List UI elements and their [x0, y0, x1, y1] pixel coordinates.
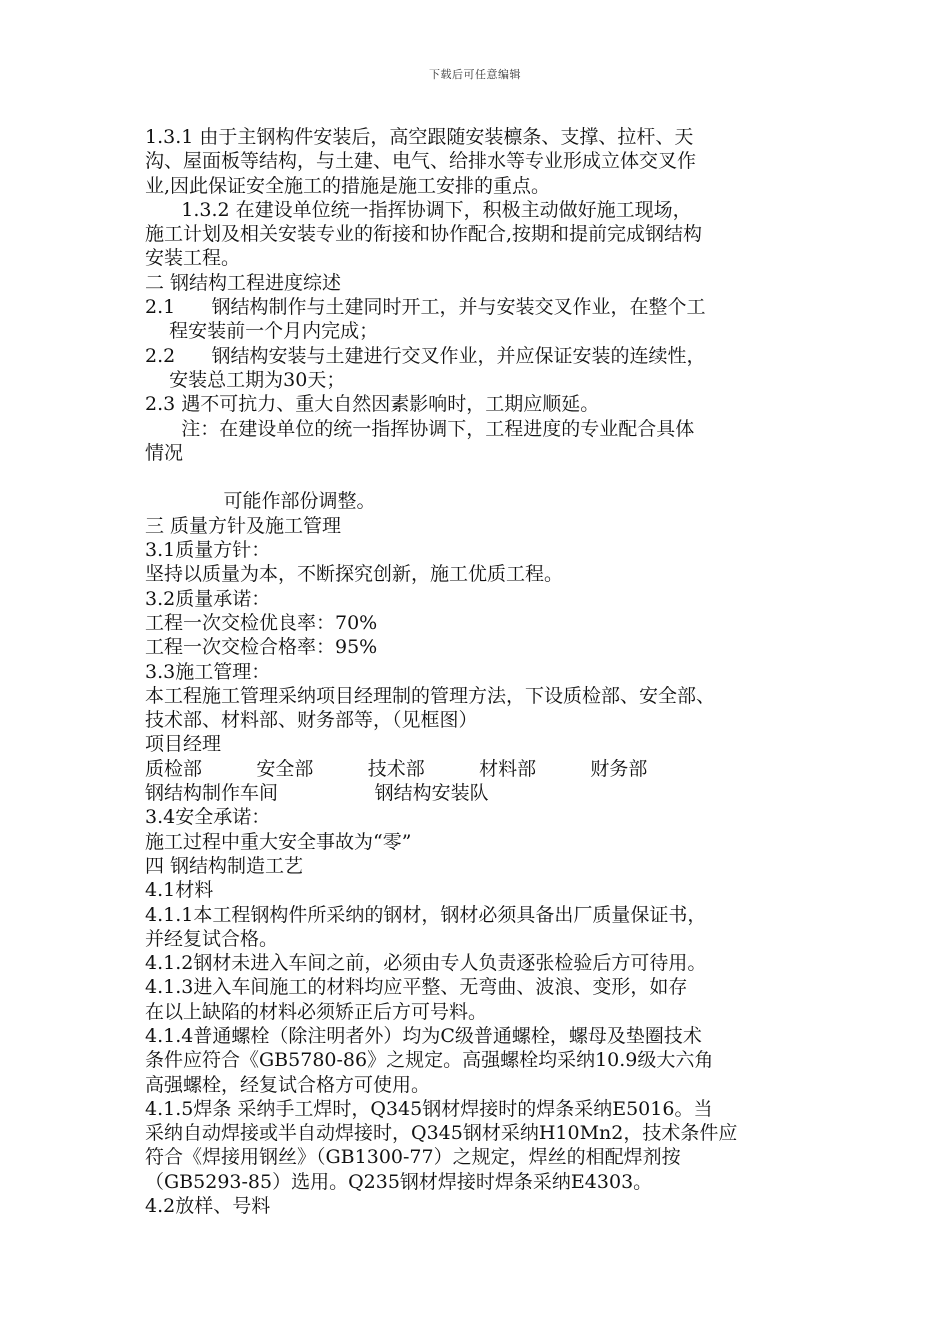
text-line: 4.1材料 [145, 879, 214, 902]
text-line: 条件应符合《GB5780-86》之规定。高强螺栓均采纳10.9级大六角 [145, 1049, 714, 1072]
text-line: 高强螺栓，经复试合格方可使用。 [145, 1073, 431, 1096]
text-line: 沟、屋面板等结构，与土建、电气、给排水等专业形成立体交叉作 [145, 150, 697, 173]
text-line: 1.3.2 在建设单位统一指挥协调下，积极主动做好施工现场， [145, 198, 692, 221]
text-line: 2.3 遇不可抗力、重大自然因素影响时，工期应顺延。 [145, 393, 600, 416]
text-line: 4.1.1本工程钢构件所采纳的钢材，钢材必须具备出厂质量保证书， [145, 903, 707, 926]
text-line: 3.3施工管理： [145, 660, 271, 683]
text-line: 业,因此保证安全施工的措施是施工安排的重点。 [145, 174, 551, 197]
text-line: 施工过程中重大安全事故为“零” [145, 830, 412, 853]
text-line: 工程一次交检合格率：95% [145, 636, 378, 659]
text-line: 安装总工期为30天； [145, 368, 346, 391]
text-line: 项目经理 [145, 733, 222, 756]
text-line: 4.1.2钢材未进入车间之前，必须由专人负责逐张检验后方可待用。 [145, 952, 707, 975]
text-line: 程安装前一个月内完成； [145, 320, 379, 343]
text-line: 3.1质量方针： [145, 539, 271, 562]
text-line: 采纳自动焊接或半自动焊接时，Q345钢材采纳H10Mn2，技术条件应 [145, 1122, 738, 1145]
text-line: 四 钢结构制造工艺 [145, 854, 304, 877]
text-line: 三 质量方针及施工管理 [145, 514, 342, 537]
text-line: 2.2 钢结构安装与土建进行交叉作业，并应保证安装的连续性， [145, 344, 706, 367]
text-line: 安装工程。 [145, 247, 241, 270]
text-line: 施工计划及相关安装专业的衔接和协作配合,按期和提前完成钢结构 [145, 223, 703, 246]
text-line: 并经复试合格。 [145, 927, 279, 950]
text-line: 1.3.1 由于主钢构件安装后，高空跟随安装檩条、支撑、拉杆、天 [145, 126, 694, 148]
document-body [145, 125, 825, 1218]
text-line: 钢结构制作车间 钢结构安装队 [145, 782, 489, 805]
text-line: 技术部、材料部、财务部等，（见框图） [145, 709, 478, 732]
text-line: 本工程施工管理采纳项目经理制的管理方法，下设质检部、安全部、 [145, 684, 716, 707]
text-line: 3.2质量承诺： [145, 587, 271, 610]
text-line: 可能作部份调整。 [145, 490, 376, 513]
text-line: 质检部 安全部 技术部 材料部 财务部 [145, 757, 648, 780]
text-line [145, 465, 825, 489]
text-line: 工程一次交检优良率：70% [145, 611, 378, 634]
text-line: 符合《焊接用钢丝》（GB1300-77）之规定，焊丝的相配焊剂按 [145, 1146, 681, 1169]
text-line: 注：在建设单位的统一指挥协调下，工程进度的专业配合具体 [145, 417, 695, 440]
text-line: （GB5293-85）选用。Q235钢材焊接时焊条采纳E4303。 [145, 1170, 653, 1193]
text-line: 4.1.4普通螺栓（除注明者外）均为C级普通螺栓，螺母及垫圈技术 [145, 1024, 702, 1047]
text-line: 2.1 钢结构制作与土建同时开工，并与安装交叉作业，在整个工 [145, 296, 706, 319]
text-line: 二 钢结构工程进度综述 [145, 271, 342, 294]
text-line: 坚持以质量为本，不断探究创新，施工优质工程。 [145, 563, 564, 586]
text-line: 4.2放样、号料 [145, 1195, 271, 1218]
text-line: 4.1.5焊条 采纳手工焊时，Q345钢材焊接时的焊条采纳E5016。当 [145, 1097, 713, 1120]
text-line: 3.4安全承诺： [145, 806, 271, 829]
text-line: 在以上缺陷的材料必须矫正后方可号料。 [145, 1000, 488, 1023]
text-line: 情况 [145, 441, 184, 464]
text-line: 4.1.3进入车间施工的材料均应平整、无弯曲、波浪、变形，如存 [145, 976, 688, 999]
page-header: 下载后可任意编辑 [429, 68, 521, 81]
